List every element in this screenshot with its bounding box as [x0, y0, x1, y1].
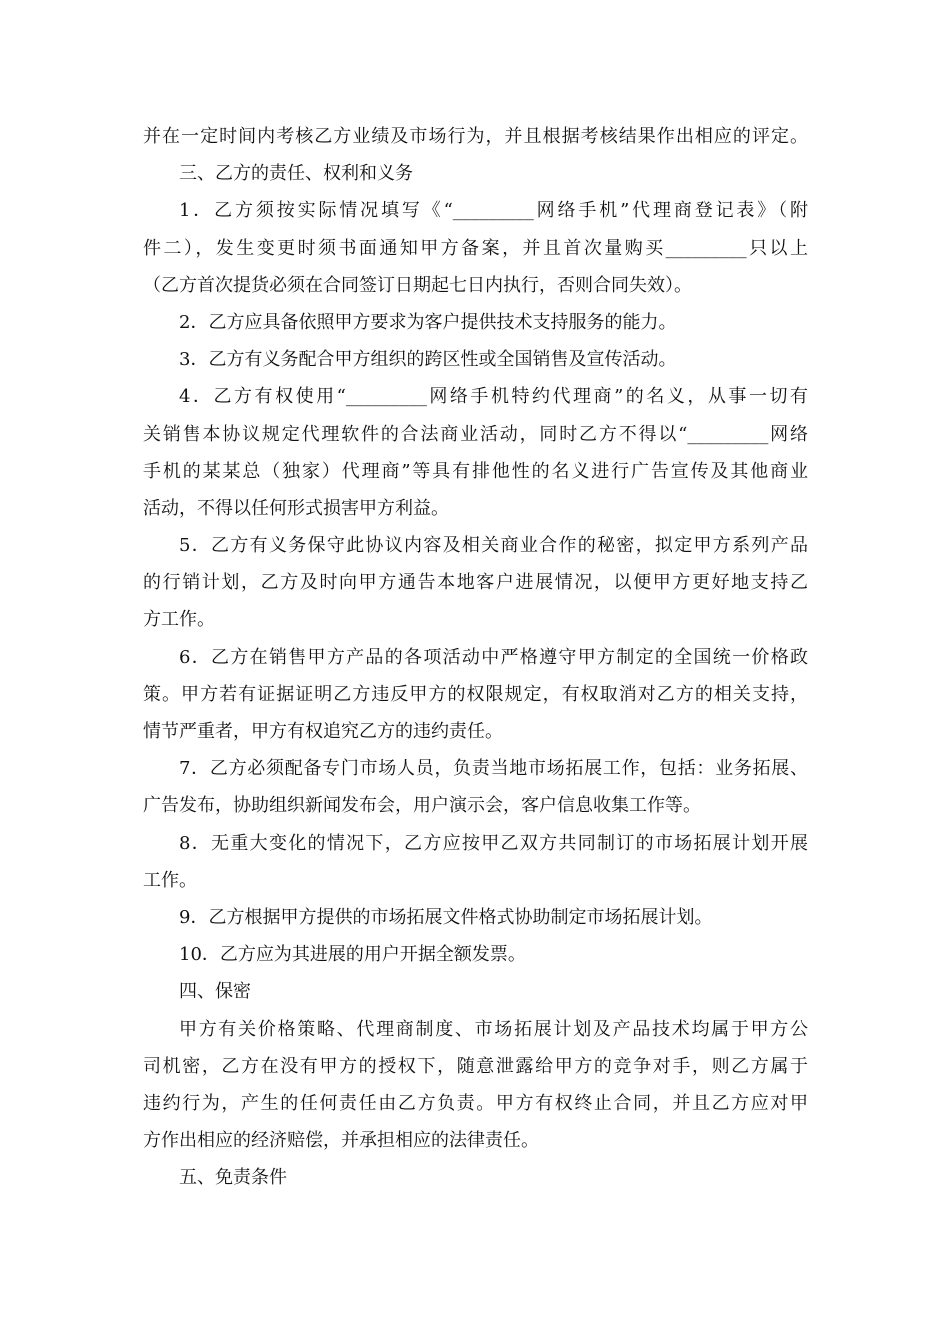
text-line: 关销售本协议规定代理软件的合法商业活动，同时乙方不得以“_________网络: [143, 423, 808, 445]
text-line: 司机密，乙方在没有甲方的授权下，随意泄露给甲方的竞争对手，则乙方属于: [143, 1055, 808, 1077]
text-line: 方工作。: [143, 609, 215, 631]
text-line: 工作。: [143, 869, 197, 891]
text-line: 策。甲方若有证据证明乙方违反甲方的权限规定，有权取消对乙方的相关支持，: [143, 683, 808, 705]
text-line: 3．乙方有义务配合甲方组织的跨区性或全国销售及宣传活动。: [179, 349, 677, 371]
text-line: （乙方首次提货必须在合同签订日期起七日内执行，否则合同失效）。: [143, 274, 692, 296]
text-line: 9．乙方根据甲方提供的市场拓展文件格式协助制定市场拓展计划。: [179, 906, 713, 928]
text-line: 违约行为，产生的任何责任由乙方负责。甲方有权终止合同，并且乙方应对甲: [143, 1092, 808, 1114]
text-line: 5．乙方有义务保守此协议内容及相关商业合作的秘密，拟定甲方系列产品: [179, 535, 808, 557]
text-line: 1．乙方须按实际情况填写《“_________网络手机”代理商登记表》（附: [179, 200, 808, 222]
text-line: 10．乙方应为其进展的用户开据全额发票。: [179, 944, 526, 966]
text-line: 活动，不得以任何形式损害甲方利益。: [143, 497, 449, 519]
contract-body-text: [143, 118, 808, 1196]
text-line: 件二），发生变更时须书面通知甲方备案，并且首次量购买_________只以上: [143, 237, 808, 259]
text-line: 6．乙方在销售甲方产品的各项活动中严格遵守甲方制定的全国统一价格政: [179, 646, 808, 668]
text-line: 甲方有关价格策略、代理商制度、市场拓展计划及产品技术均属于甲方公: [179, 1018, 808, 1040]
text-line: 7．乙方必须配备专门市场人员，负责当地市场拓展工作，包括：业务拓展、: [179, 758, 808, 780]
text-line: 2．乙方应具备依照甲方要求为客户提供技术支持服务的能力。: [179, 311, 677, 333]
text-line: 4．乙方有权使用“_________网络手机特约代理商”的名义，从事一切有: [179, 386, 808, 408]
text-line: 方作出相应的经济赔偿，并承担相应的法律责任。: [143, 1130, 539, 1152]
text-line: 情节严重者，甲方有权追究乙方的违约责任。: [143, 721, 503, 742]
text-line: 的行销计划，乙方及时向甲方通告本地客户进展情况，以便甲方更好地支持乙: [143, 572, 808, 594]
text-line: 手机的某某总（独家）代理商”等具有排他性的名义进行广告宣传及其他商业: [143, 460, 808, 482]
text-line: 四、保密: [179, 981, 251, 1003]
text-line: 五、免责条件: [179, 1167, 287, 1189]
text-line: 8．无重大变化的情况下，乙方应按甲乙双方共同制订的市场拓展计划开展: [179, 832, 808, 854]
text-line: 广告发布，协助组织新闻发布会，用户演示会，客户信息收集工作等。: [143, 795, 701, 817]
text-line: 三、乙方的责任、权利和义务: [179, 163, 413, 185]
text-line: 并在一定时间内考核乙方业绩及市场行为，并且根据考核结果作出相应的评定。: [143, 126, 808, 147]
